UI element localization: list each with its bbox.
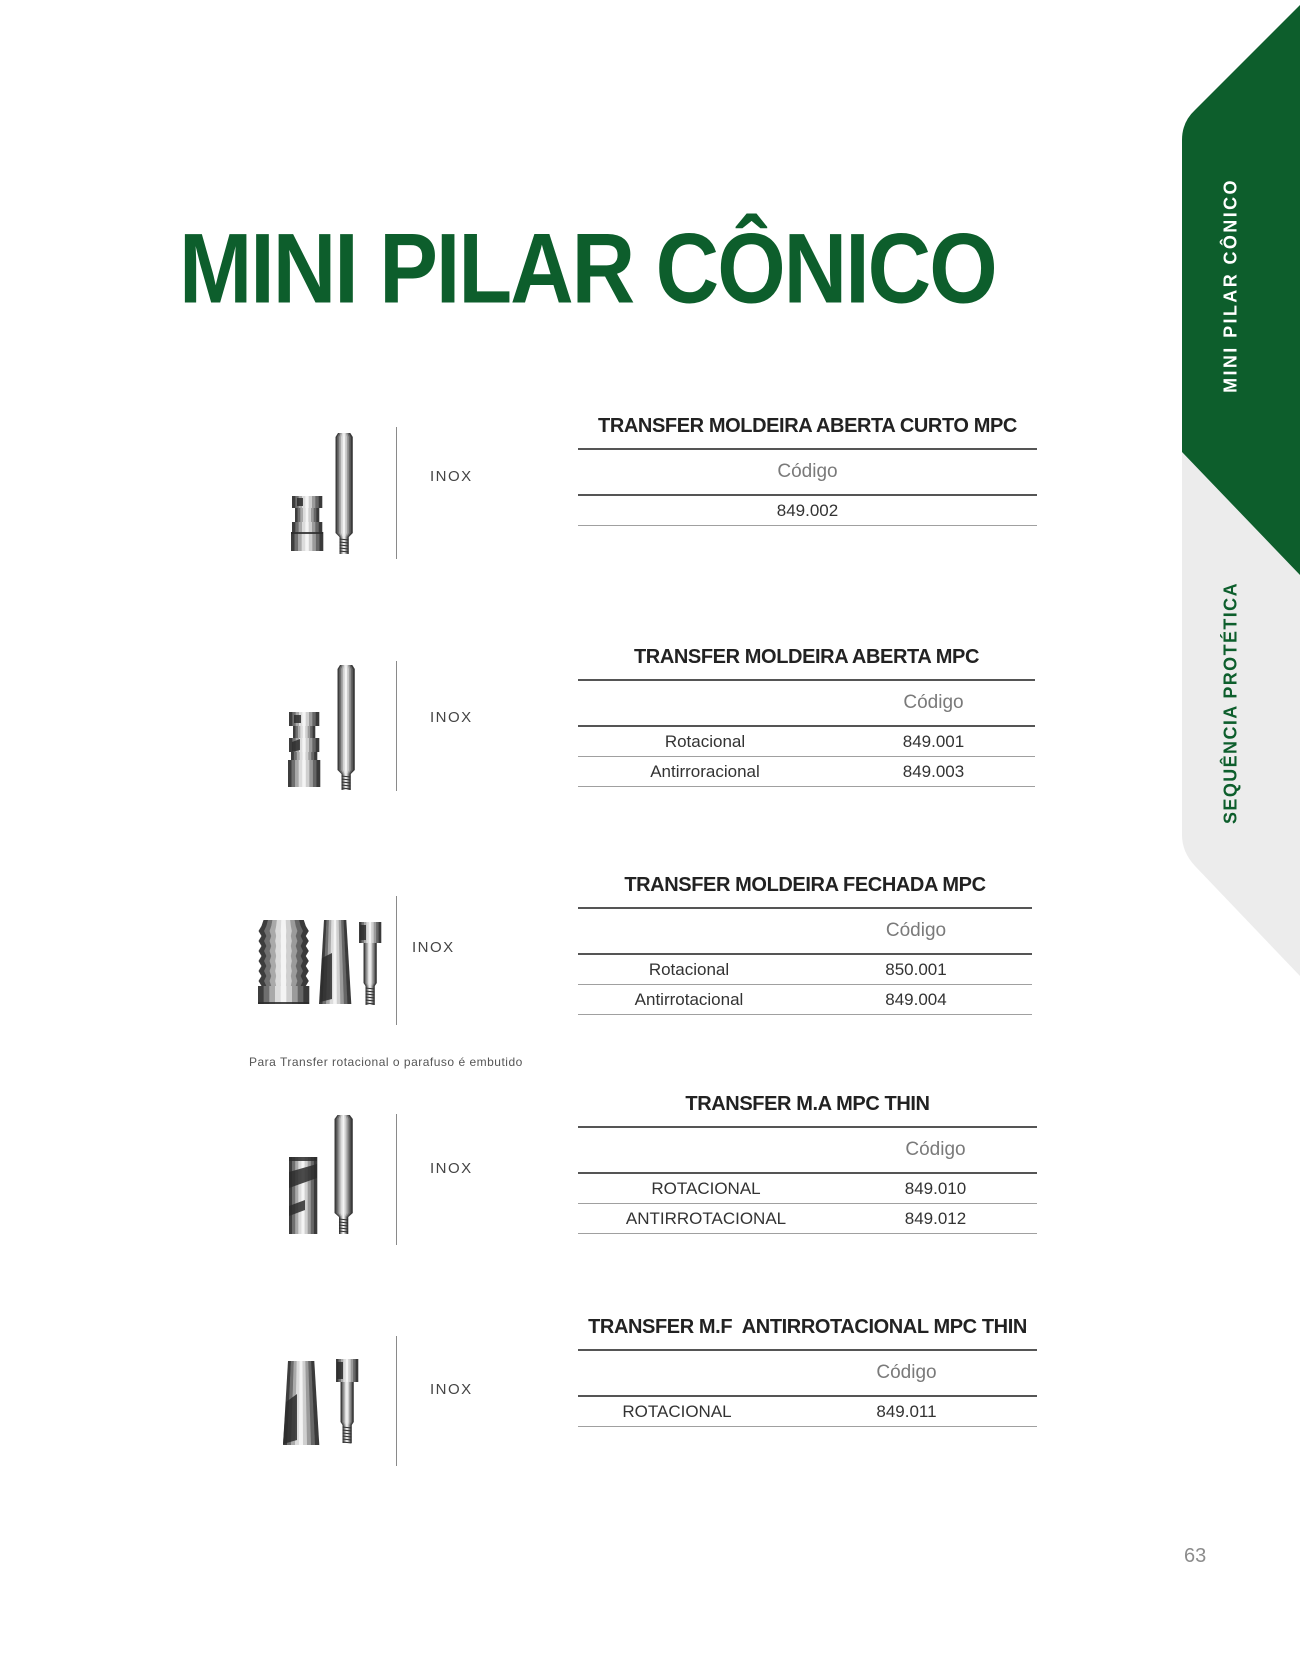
metal-shading <box>379 922 382 943</box>
metal-shading <box>341 669 343 770</box>
metal-shading <box>376 922 379 943</box>
table-header-row <box>578 1128 1037 1172</box>
product-image-transfer-mf-thin <box>275 1350 365 1455</box>
hex-head <box>292 496 322 508</box>
table-row <box>578 757 1035 787</box>
metal-shading <box>349 669 351 770</box>
metal-shading <box>315 522 319 532</box>
divider <box>396 1336 397 1466</box>
divider <box>396 427 397 559</box>
metal-shading <box>298 726 301 738</box>
rib <box>259 936 309 941</box>
rib <box>259 971 309 976</box>
metal-shading <box>305 522 309 532</box>
metal-shading <box>309 532 313 551</box>
metal-shading <box>306 508 309 522</box>
metal-shading <box>316 532 320 551</box>
divider <box>396 896 397 1025</box>
metal-shading <box>289 712 293 726</box>
metal-shading <box>353 1359 356 1382</box>
pin-cap <box>336 433 353 437</box>
divider <box>396 661 397 791</box>
metal-shading <box>312 522 316 532</box>
metal-shading <box>300 726 303 738</box>
metal-shading <box>343 669 345 770</box>
code-header: Código <box>876 1362 937 1383</box>
screw-neck <box>364 983 377 986</box>
table-row <box>578 955 1032 985</box>
metal-shading <box>313 726 316 738</box>
metal-shading <box>281 951 287 956</box>
metal-shading <box>293 726 296 738</box>
metal-shading <box>303 726 306 738</box>
metal-shading <box>275 951 281 956</box>
code-cell: 849.001 <box>902 731 965 751</box>
divider <box>396 1114 397 1245</box>
rib <box>259 961 309 966</box>
rib <box>259 976 309 981</box>
product-title: TRANSFER MOLDEIRA ABERTA CURTO MPC <box>598 415 1017 437</box>
table-row <box>578 1204 1037 1234</box>
metal-shading <box>351 1359 354 1382</box>
metal-shading <box>309 496 313 508</box>
metal-shading <box>374 922 377 943</box>
pin-cap <box>335 1115 353 1119</box>
metal-shading <box>351 1119 353 1213</box>
metal-shading <box>281 931 287 936</box>
metal-shading <box>302 712 306 726</box>
metal-shading <box>299 760 303 787</box>
metal-shading <box>281 976 287 981</box>
metal-shading <box>345 1119 347 1213</box>
metal-shading <box>356 1359 359 1382</box>
metal-shading <box>281 926 287 931</box>
pin-body <box>338 669 355 770</box>
pin-neck <box>336 533 353 537</box>
metal-shading <box>351 437 353 533</box>
metal-shading <box>309 712 313 726</box>
metal-shading <box>310 726 313 738</box>
metal-shading <box>292 760 296 787</box>
pin-body <box>336 437 353 533</box>
base <box>288 760 320 787</box>
metal-shading <box>275 986 281 1004</box>
code-header: Código <box>903 692 964 713</box>
metal-shading <box>289 1157 292 1234</box>
metal-shading <box>335 1119 337 1213</box>
metal-shading <box>300 508 303 522</box>
metal-shading <box>350 774 351 790</box>
metal-shading <box>314 508 317 522</box>
product-image-transfer-aberta <box>280 660 360 795</box>
metal-shading <box>309 522 313 532</box>
metal-shading <box>308 752 311 760</box>
spec-table <box>578 1089 1037 1234</box>
variant-cell: Antirrotacional <box>634 989 744 1009</box>
metal-shading <box>288 760 292 787</box>
metal-shading <box>281 941 287 946</box>
metal-shading <box>269 986 275 1004</box>
metal-shading <box>312 712 316 726</box>
metal-shading <box>319 522 323 532</box>
metal-shading <box>309 760 313 787</box>
hex-notch <box>297 498 303 506</box>
code-cell: 849.004 <box>885 989 947 1009</box>
metal-shading <box>366 922 369 943</box>
metal-shading <box>305 496 309 508</box>
metal-shading <box>275 936 281 941</box>
metal-shading <box>351 669 353 770</box>
metal-shading <box>349 1119 351 1213</box>
screw-head-notch <box>337 1362 343 1379</box>
metal-shading <box>305 752 308 760</box>
metal-shading <box>281 971 287 976</box>
metal-shading <box>275 961 281 966</box>
rib <box>259 926 309 931</box>
metal-shading <box>338 669 340 770</box>
code-cell: 849.002 <box>776 500 839 520</box>
metal-shading <box>295 1157 298 1234</box>
metal-shading <box>298 986 304 1004</box>
top-opening <box>289 1157 317 1161</box>
section-tab-next-label: SEQUÊNCIA PROTÉTICA <box>1220 582 1241 824</box>
metal-shading <box>281 961 287 966</box>
table-row <box>578 1174 1037 1204</box>
metal-shading <box>275 931 281 936</box>
rib <box>259 956 309 961</box>
metal-shading <box>343 437 345 533</box>
hex-head <box>289 712 319 726</box>
metal-shading <box>281 936 287 941</box>
spec-table <box>578 411 1037 526</box>
variant-cell: ROTACIONAL <box>651 1178 761 1198</box>
metal-shading <box>345 437 347 533</box>
metal-shading <box>312 738 316 752</box>
material-label: INOX <box>430 468 473 485</box>
product-image-transfer-fechada <box>252 913 387 1013</box>
screw-shaft <box>341 1382 354 1422</box>
metal-shading <box>308 508 311 522</box>
metal-shading <box>316 738 320 752</box>
metal-shading <box>294 752 297 760</box>
metal-shading <box>375 943 377 983</box>
screw-shaft <box>364 943 377 983</box>
metal-shading <box>352 1382 354 1422</box>
material-label: INOX <box>430 709 473 726</box>
code-header: Código <box>777 461 838 482</box>
metal-shading <box>303 986 309 1004</box>
waist-lower <box>291 752 317 760</box>
metal-shading <box>275 946 281 951</box>
metal-shading <box>343 1359 346 1382</box>
metal-shading <box>295 726 298 738</box>
metal-shading <box>275 941 281 946</box>
metal-shading <box>292 986 298 1004</box>
metal-shading <box>312 496 316 508</box>
metal-shading <box>286 986 292 1004</box>
code-cell: 849.012 <box>904 1208 967 1228</box>
metal-shading <box>349 437 351 533</box>
metal-shading <box>339 669 341 770</box>
metal-shading <box>295 532 299 551</box>
metal-shading <box>264 986 270 1004</box>
rib <box>259 941 309 946</box>
section-tab-active-label: MINI PILAR CÔNICO <box>1220 178 1241 393</box>
material-label: INOX <box>412 939 455 956</box>
table-row <box>578 985 1032 1015</box>
product-title: TRANSFER M.F ANTIRROTACIONAL MPC THIN <box>588 1316 1027 1338</box>
section-side-tab <box>1150 0 1300 1000</box>
metal-shading <box>281 956 287 961</box>
table-row <box>578 1397 1037 1427</box>
table-header-row <box>578 1351 1037 1395</box>
product-image-transfer-ma-thin <box>280 1110 360 1245</box>
variant-cell: ROTACIONAL <box>622 1401 732 1421</box>
metal-shading <box>347 437 349 533</box>
product-title: TRANSFER M.A MPC THIN <box>685 1093 930 1115</box>
waist <box>295 508 319 522</box>
ribbed-top <box>262 920 306 926</box>
metal-shading <box>336 437 338 533</box>
metal-shading <box>313 760 317 787</box>
metal-shading <box>275 966 281 971</box>
metal-shading <box>347 669 349 770</box>
metal-shading <box>311 508 314 522</box>
metal-shading <box>298 508 301 522</box>
rib <box>259 981 309 986</box>
metal-shading <box>297 752 300 760</box>
metal-shading <box>348 1359 351 1382</box>
metal-shading <box>305 726 308 738</box>
metal-shading <box>337 437 339 533</box>
pin-neck <box>338 770 355 774</box>
code-cell: 850.001 <box>885 959 947 979</box>
metal-shading <box>295 508 298 522</box>
metal-shading <box>300 752 303 760</box>
metal-shading <box>295 760 299 787</box>
pin-neck <box>335 1213 353 1217</box>
metal-shading <box>302 738 306 752</box>
ridge <box>292 522 322 532</box>
metal-shading <box>298 532 302 551</box>
metal-shading <box>281 986 287 1004</box>
metal-shading <box>303 752 306 760</box>
pin-cap <box>338 665 355 669</box>
metal-shading <box>258 986 264 1004</box>
metal-shading <box>281 981 287 986</box>
screw-neck <box>341 1422 354 1425</box>
metal-shading <box>312 532 316 551</box>
metal-shading <box>311 752 314 760</box>
metal-shading <box>306 760 310 787</box>
variant-cell: Antirroracional <box>650 761 760 781</box>
spec-table <box>578 870 1032 1015</box>
table-header-row <box>578 681 1035 725</box>
metal-shading <box>306 738 310 752</box>
material-label: INOX <box>430 1160 473 1177</box>
metal-shading <box>341 1119 343 1213</box>
metal-shading <box>275 956 281 961</box>
table-header-row <box>578 450 1037 494</box>
hex-notch <box>294 715 301 723</box>
metal-shading <box>302 532 306 551</box>
spec-table <box>578 1312 1037 1427</box>
tapered-cap-face <box>283 1394 297 1444</box>
page-number: 63 <box>1184 1545 1207 1567</box>
metal-shading <box>275 926 281 931</box>
metal-shading <box>309 738 313 752</box>
code-header: Código <box>905 1139 966 1160</box>
metal-shading <box>316 712 320 726</box>
product-title: TRANSFER MOLDEIRA FECHADA MPC <box>624 874 986 896</box>
metal-shading <box>353 669 355 770</box>
metal-shading <box>281 946 287 951</box>
base <box>291 532 323 551</box>
metal-shading <box>291 532 295 551</box>
metal-shading <box>316 760 320 787</box>
product-note: Para Transfer rotacional o parafuso é embutido <box>249 1055 523 1069</box>
metal-shading <box>281 966 287 971</box>
code-header: Código <box>885 920 947 941</box>
table-row <box>578 727 1035 757</box>
variant-cell: ANTIRROTACIONAL <box>625 1208 787 1228</box>
spec-table <box>578 642 1035 787</box>
metal-shading <box>302 522 306 532</box>
metal-shading <box>315 496 319 508</box>
metal-shading <box>337 1119 339 1213</box>
variant-cell: Rotacional <box>664 731 746 751</box>
code-cell: 849.010 <box>904 1178 967 1198</box>
metal-shading <box>314 752 317 760</box>
metal-shading <box>305 532 309 551</box>
metal-shading <box>347 1119 349 1213</box>
metal-shading <box>303 508 306 522</box>
metal-shading <box>299 522 303 532</box>
metal-shading <box>292 496 296 508</box>
variant-cell: Rotacional <box>648 959 730 979</box>
table-header-row <box>578 909 1032 953</box>
screw-head-notch <box>360 925 366 940</box>
metal-shading <box>369 922 372 943</box>
base-edge <box>291 532 323 534</box>
metal-shading <box>275 981 281 986</box>
metal-shading <box>281 920 286 926</box>
pin-body <box>335 1119 353 1213</box>
metal-shading <box>291 752 294 760</box>
product-title: TRANSFER MOLDEIRA ABERTA MPC <box>633 646 980 668</box>
code-cell: 849.003 <box>902 761 965 781</box>
rib <box>259 946 309 951</box>
rib <box>259 966 309 971</box>
material-label: INOX <box>430 1381 473 1398</box>
ribbed-base-edge <box>258 1002 309 1004</box>
metal-shading <box>371 922 374 943</box>
metal-shading <box>339 437 341 533</box>
metal-shading <box>295 522 299 532</box>
table-row <box>578 496 1037 526</box>
code-cell: 849.011 <box>876 1401 937 1421</box>
metal-shading <box>308 726 311 738</box>
metal-shading <box>319 532 323 551</box>
metal-shading <box>339 1119 341 1213</box>
metal-shading <box>346 1359 349 1382</box>
metal-shading <box>276 920 281 926</box>
metal-shading <box>275 976 281 981</box>
metal-shading <box>302 760 306 787</box>
metal-shading <box>319 496 323 508</box>
waist <box>293 726 315 738</box>
ribbed-base <box>258 986 309 1004</box>
metal-shading <box>292 522 296 532</box>
metal-shading <box>316 508 319 522</box>
metal-shading <box>292 1157 295 1234</box>
rib <box>259 931 309 936</box>
metal-shading <box>275 971 281 976</box>
page-title: MINI PILAR CÔNICO <box>179 212 996 325</box>
metal-shading <box>341 437 343 533</box>
rib <box>259 951 309 956</box>
metal-shading <box>345 669 347 770</box>
metal-shading <box>343 1119 345 1213</box>
metal-shading <box>306 712 310 726</box>
product-image-transfer-aberta-curto <box>280 428 360 563</box>
